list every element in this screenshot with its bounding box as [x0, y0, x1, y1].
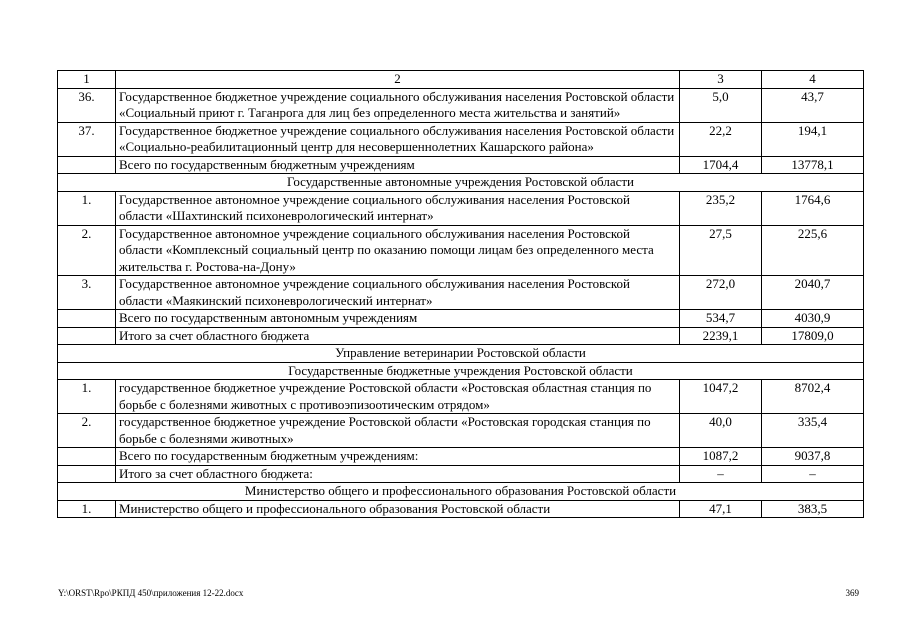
row-value-col4: 8702,4: [762, 380, 864, 414]
row-value-col4: –: [762, 465, 864, 483]
row-number: [58, 156, 116, 174]
section-heading-row: [58, 362, 864, 380]
row-value-col3: 235,2: [680, 191, 762, 225]
row-number: [58, 310, 116, 328]
budget-table: [57, 70, 864, 518]
row-value-col4: 194,1: [762, 122, 864, 156]
footer-file-path: Y:\ORST\Rpo\РКПД 450\приложения 12-22.docx: [58, 588, 244, 598]
header-col-4: 4: [762, 71, 864, 89]
section-heading: Министерство общего и профессионального образования Ростовской области: [58, 483, 864, 501]
row-value-col4: 9037,8: [762, 448, 864, 466]
table-header-row: [58, 71, 864, 89]
row-number: 37.: [58, 122, 116, 156]
section-heading-row: [58, 345, 864, 363]
total-row: [58, 310, 864, 328]
section-heading: Государственные бюджетные учреждения Ростовской области: [58, 362, 864, 380]
row-number: 2.: [58, 414, 116, 448]
header-col-1: 1: [58, 71, 116, 89]
row-value-col3: 1047,2: [680, 380, 762, 414]
row-description: Государственное автономное учреждение социального обслуживания населения Ростовской области «Комплексный социальный центр по оказанию помощи лицам без определенного места жительства г. Ростова-на-Дону»: [116, 225, 680, 276]
table-row: [58, 380, 864, 414]
row-value-col4: 2040,7: [762, 276, 864, 310]
header-col-3: 3: [680, 71, 762, 89]
section-heading-row: [58, 483, 864, 501]
row-value-col3: 1087,2: [680, 448, 762, 466]
row-number: 1.: [58, 380, 116, 414]
row-description: Итого за счет областного бюджета: [116, 327, 680, 345]
row-value-col4: 43,7: [762, 88, 864, 122]
row-description: Государственное бюджетное учреждение социального обслуживания населения Ростовской области «Социально-реабилитационный центр для несовершеннолетних Кашарского района»: [116, 122, 680, 156]
section-heading-row: [58, 174, 864, 192]
row-value-col4: 1764,6: [762, 191, 864, 225]
section-heading: Управление ветеринарии Ростовской области: [58, 345, 864, 363]
row-value-col3: –: [680, 465, 762, 483]
section-heading: Государственные автономные учреждения Ростовской области: [58, 174, 864, 192]
row-value-col3: 1704,4: [680, 156, 762, 174]
table-row: [58, 414, 864, 448]
row-value-col3: 27,5: [680, 225, 762, 276]
row-value-col4: 335,4: [762, 414, 864, 448]
total-row: [58, 448, 864, 466]
row-number: 36.: [58, 88, 116, 122]
table-row: [58, 88, 864, 122]
row-description: Министерство общего и профессионального образования Ростовской области: [116, 500, 680, 518]
row-description: Государственное бюджетное учреждение социального обслуживания населения Ростовской области «Социальный приют г. Таганрога для лиц без определенного места жительства и занятий»: [116, 88, 680, 122]
row-value-col3: 47,1: [680, 500, 762, 518]
row-value-col3: 2239,1: [680, 327, 762, 345]
row-description: Всего по государственным автономным учреждениям: [116, 310, 680, 328]
row-value-col4: 225,6: [762, 225, 864, 276]
row-number: 3.: [58, 276, 116, 310]
row-description: Государственное автономное учреждение социального обслуживания населения Ростовской области «Шахтинский психоневрологический интернат»: [116, 191, 680, 225]
row-description: Всего по государственным бюджетным учреждениям:: [116, 448, 680, 466]
row-value-col3: 40,0: [680, 414, 762, 448]
table-row: [58, 122, 864, 156]
row-value-col3: 22,2: [680, 122, 762, 156]
table-row: [58, 500, 864, 518]
row-number: [58, 448, 116, 466]
row-value-col4: 13778,1: [762, 156, 864, 174]
total-row: [58, 156, 864, 174]
row-value-col4: 17809,0: [762, 327, 864, 345]
total-row: [58, 327, 864, 345]
row-description: Всего по государственным бюджетным учреждениям: [116, 156, 680, 174]
row-value-col4: 4030,9: [762, 310, 864, 328]
row-number: 1.: [58, 191, 116, 225]
footer-page-number: 369: [845, 588, 859, 598]
row-number: 2.: [58, 225, 116, 276]
total-row: [58, 465, 864, 483]
header-col-2: 2: [116, 71, 680, 89]
row-description: государственное бюджетное учреждение Ростовской области «Ростовская областная станция по борьбе с болезнями животных с противоэпизоотическим отрядом»: [116, 380, 680, 414]
row-description: Итого за счет областного бюджета:: [116, 465, 680, 483]
table-row: [58, 191, 864, 225]
row-value-col4: 383,5: [762, 500, 864, 518]
row-number: [58, 465, 116, 483]
row-description: государственное бюджетное учреждение Ростовской области «Ростовская городская станция по борьбе с болезнями животных»: [116, 414, 680, 448]
row-value-col3: 5,0: [680, 88, 762, 122]
row-number: [58, 327, 116, 345]
table-row: [58, 276, 864, 310]
row-value-col3: 534,7: [680, 310, 762, 328]
row-number: 1.: [58, 500, 116, 518]
table-row: [58, 225, 864, 276]
row-description: Государственное автономное учреждение социального обслуживания населения Ростовской области «Маякинский психоневрологический интернат»: [116, 276, 680, 310]
row-value-col3: 272,0: [680, 276, 762, 310]
